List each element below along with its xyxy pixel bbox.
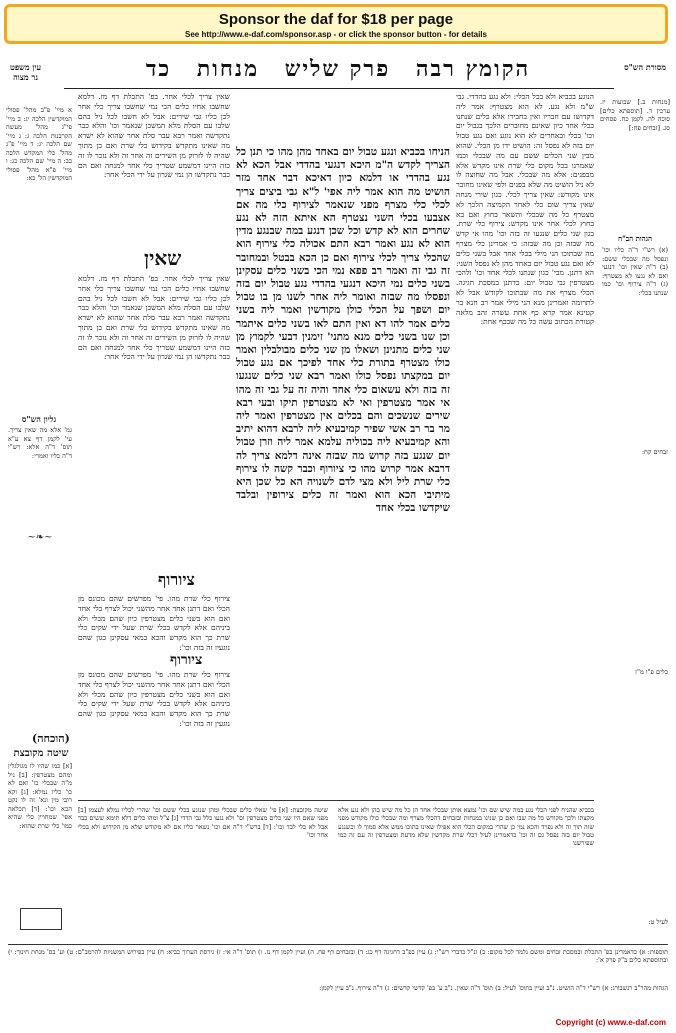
title-daf: כד [145,56,172,82]
tosafot-text-1: שאין צריך לכלי אחר. בפ' התכלת דף מז. דלמא שחשבו אחיו כלים הכי נמי שחשבו צריך כלי אחר לכן כליו גבי שירים: אבל לא חשבו לכל ניל בהם שלבו עם הסלת מלא המשכן שנאמר וכו' והלא כבר נתקדשה ואמר רבא עבר סלת אחר שהוא לא ישרא מה שאינו מתקדש בקידוש כלי שרת ואם כן מתוך שהיה לו לזרוק מן השירים זה אחר זה ולא נזכר לו זה כזה היינו דמשמע שטריך כלי אחר למנחה ואם הם כבר נתקדשו הן נמי שגרון על ידי הכלי אחר: [78,92,230,180]
margin-ref-1: זבחים קח: [641,448,668,456]
tosafot-text-2: שאין צריך לכלי אחר. בפ' התכלת דף מז. דלמא שחשבו אחיו כלים הכי נמי שחשבו צריך כלי אחר לכן כליו גבי שירים: אבל לא חשבו לכל ניל בהם שלבו עם הסלת מלא המשכן שנאמר וכו' והלא כבר נתקדשה ואמר רבא עבר סלת אחר שהוא לא ישרא מה שאינו מתקדש בקידוש כלי שרת ואם כן מתוך שהיה לו לזרוק מן השירים זה אחר זה ולא נזכר לו זה כזה היינו דמשמע שטריך כלי אחר למנחה ואם הם כבר נתקדשו הן נמי שגרון על ידי הכלי אחר: [78,274,230,362]
copyright-link[interactable]: Copyright (c) www.e-daf.com [555,1018,666,1027]
hagahot-text: (א) רש"י ד"ה כליו וכו' ונפסל מה שבכלי ששם: (ב) ד"ה שאין וכו' דנגעי ואם לא נגעו לא מצטרף: (ג) ד"ה צירוף וכו' כמו שנתנו בכלי: [602,246,668,297]
sponsor-banner[interactable] [4,4,668,44]
gemara-text: הניחו בכביא ונגע טבול יום באחד מהן מהו כי תנן כל הצריך לקדש ה"מ היכא דנגעי בהדדי אבל הכא לא נגע בהדדי או דלמא כיון דאיכא דבר אחד מזר הושיט מה הוא אמר ליה אפי' ל"א גבי ביצים צריך לכלי כלי מצרף מפני שנאמר לצירוף כלי מה אם אצבעו בכלי השני נצטרף הא איתא הזה לא נגע שחרים הוא לא קדש וכל שכן דנגע במה שבנגע מדין הוא לא נגע ואמר רבא התם אכולה כלי צירוף הוא שהכלי צריך לכלי צירוף ואם כן הכא בבטל ובמחובר זה גבי זה ואמר רב פפא נמי הכי בשני כלים עסקינן בשני כלים נמי היכא דנגעי בהדדי נגע טבול יום בזה ונפסלו מה שבזה ואומר ליה אחר לשנו מן בו טבול יום ושפך על הכלי כולן מקודשין ואמר ליה בשני כלים אמר להו דא ואין התם לאו בשני כלים איתמר וכן שנו בשני כלים מנא מתני' זימנין דבעי לקמוץ מן שני כלים מתנינן ושאלו מן שני כלים מבולבלין ואמר כולו מצטרף בתורת כלי אחד לפיכך אם נגע טבול יום במקצתו נפסל כולו ואמר רבא שני כלים שנגעו זה בזה ולא עשאום כלי אחד והיה זה על גבי זה מהו אי אמר מצטרפין ואי לא מצטרפין תיקו ובעי רבא שירים שנשכים והם בכלים אין מצטרפין ואמר ליה מר בר רב אשי שפיר קמיבעיא ליה לרבא דהוא יתיב והא קמיבעיא ליה בכוליה עלמא אמר ליה וזרן טבול יום שנגע בזה קרוש מה שבזה אינה דלמא צריך לה דרבא אמר קרוש מהו כי ציורוף וכבר קשה לו צירוף כלי שרת ליל ולא מצי לדם לשנויה הא כל שכן היא מיתיבי הכא הוא ואמר זה כלים צירופין ובלבד שיקדשו בכלי אחד [236,146,450,515]
bracket-box [20,908,62,930]
dibur-hamatchil-ziruf-2: ציורוף [170,652,203,668]
gilyon-heading: גליון הש"ס [21,414,57,424]
dibur-hamatchil-ziruf-1: ציורוף [158,570,195,589]
shita-heading: שיטה מקובצת [13,748,69,759]
margin-ref-2: כלים פ"ו מ"ז [635,668,668,676]
page-header [4,54,672,88]
sponsor-subtitle[interactable]: See http://www.e-daf.com/sponsor.asp - or click the sponsor button - for details [185,30,487,39]
footnote-divider [8,944,668,945]
footnotes-2: הגהות מהר"ב רנשבורג: א) רש"י ד"ה הושיט. נ"ב ועיין בתוס' לעיל: ב) תוס' ד"ה שאין. נ"ב ע' בפ' קדשי קדשים: ג) ד"ה צירוף. נ"ב עיין לקמן: [319,984,668,992]
title-perek: הקומץ רבה [415,56,531,82]
talmud-page [4,48,672,1018]
masoret-notes: [מנחות ב.] שבועות יז. ערכין ד. [תוספתא כלים] סוכה לה. לקמן כח. פסחים סג. [זבחים פח:] [600,98,670,132]
gilyon-text: גמ' אלא מה שאין צריך. עי' לקמן דף צא ע"א תוס' ד"ה אלא: רש"י ד"ה כליו ואמרי: [8,426,72,460]
waaw-label: (הוכחה) [32,732,70,745]
ornament-divider: ~❧~ [27,532,53,543]
header-rule [64,88,614,89]
ein-mishpat-text: א מיי' פ"ב מהל' פסולי המוקדשין הלכה יג: ב מיי' פי"ג מהל' מעשה הקרבנות הלכה ג: ג מיי' שם הלכה יג: ד מיי' פ"ג מהל' כלי המקדש הלכה כב: ה מיי' שם הלכה כג: ו מיי' פ"א מהל' פסולי המוקדשין הל' כא: [6,106,72,182]
tosafot-text-3: צירוף כלי שרת מהו. פי' מפרשים שהם מכונס מן הכלי ואם דתנן אחד אחר מהשני יכול לצרף כלי אחד ואם הוא בשני כלים מצטרפין כיון שהם מכלי ולא ביניהם אלא לקדש בכלי שרת שעל ידי שקים כלי שרת כך הוא מקדש והכא במאי עסקינן כגון שהם נוגעין זה בזה וכו': [78,594,230,650]
title-masechet: מנחות [196,56,260,82]
lower-divider [78,800,594,801]
sponsor-title[interactable]: Sponsor the daf for $18 per page [218,11,454,28]
lower-commentary-right: בכביא שהניח לפני הכלי נגע במה שיש שם וכו' נמצא אותן שבכלי אחד הן כל מה שיש בהן ולא נגע אלא מקצתו ולכך מקודש כל מה שבו ואם כן שנינו במנחות ובזבחים דהכלי מצרף ומה שבכלי כולו מקודש מפני שזה תוך זה ולא נפרד והכא נמי כן שהרי במקום הכלי הוא אפילו שאינו בתוכו ממש אלא סמוך לו וכשנגע טבול יום בזה נפסל גם זה וכו' כדאמרינן לעיל דכלי שרת מקדשין שלא מדעת ומצטרפין זה עם זה כמו שפירשנו [338,806,594,848]
ein-mishpat-label: עין משפט נר מצוה [10,62,42,82]
page-title [84,56,592,82]
margin-ref-3: לעיל ט: [648,918,668,926]
footnotes: תוספות: א) כדאמרינן בפ' התכלת ובמסכת זבחים ומשם נלמד לכל מקום: ב) ונ"ל כדברי רש"י: ג) עיין בפ"ב דחגיגה דף כג: ד) ובזבחים דף פח. ה) ועיין לקמן דף נז. ו) תוס' ד"ה אי: ז) גירסת הערוך כביא: ח) עיין בפירוש המשניות להרמב"ם: ט) וע' בס' מנחת חינוך: י) ובתוספתא כלים ב"ק פרק א': [8,948,668,965]
shita-text: [א] כמו שהיו לו מגולגלין ומהם מצטרפין: [ב] ניל מ"ה שבכלי כו' ואם לא כו' כליו נמלא: [ג] וקא רובי מין ונא' זה לו נקט הכא וכו': [ד] תכלאה אפי' שמחויין כלי שהיא כמו' כלי שרת שהוא: [8,762,72,830]
dibur-hamatchil-sheein: שאין [144,246,182,270]
masoret-label: מסורת הש"ס [624,62,666,72]
title-perek-name: פרק שליש [284,56,391,82]
hagahot-heading: הגהות הב"ח [617,234,653,243]
tosafot-text-4: צירוף כלי שרת מהו. פי' מפרשים שהם מכונס מן הכלי ואם דתנן אחד אחר מהשני יכול לצרף כלי אחד ואם הוא בשני כלים מצטרפין כיון שהם מכלי ולא ביניהם אלא לקדש בכלי שרת שעל ידי שקים כלי שרת כך הוא מקדש והכא במאי עסקינן כגון שהם נוגעין זה בזה וכו': [78,670,230,728]
lower-commentary-left: שיטה מקובצת: [א] פי' שאלו כלים שבכלי ומהן שנוגע בכלי ששם וכו' שהרי לכליו נמלא לעצמו [ב] מפני שאם היו שני כלים מצטרפין וכו' ולא נגעו כלל גבי הדדי [ג] צ"ל ומהו כלים דלא תימא ששים כבר אבל לא כלי לבד וכו': [ד] ברש"י ד"ה אם וכו' נשאר כליו אם לא מקודש שלא מן הקידוש ולא בכלי אחר וכו' [78,806,328,839]
commentary-right: הנוגע בכביא ולא בכל הכלי: ולא נגע בהדדי. גבי ש"מ ולא נגע. לא הוא מצטרף: אמר ליה דקדושו עם חבריו ואין בחבירו אלא כלים שנתנו בכלי אחד כיון שאינם מחוברים הלכך בגבול יום וכו' בכלי ובאחרים לא הוא נוגע ואם נגע טבול יום בזה לא נפסל זה: הושיט ידו מן הכלי. שהוא מבין שני הכלים ששם עם מה שבכלי וכמו שאמרנו בכל מקום כלי שרת אינו מקדש אלא מבפנים: אלא מה שבכלי. אבל מה שחוצה לו לא ניל הושיט מה שלא בפנים ולפי שאינו מחובר אינו מקודש: שאין צריך לכלי. כגון שירי מנחה שאין צריך שום כלי לאחר הקמיצה הלכך לא מצטרף כל מה שבכלי והשאר בחוץ ואם בא בחוץ לכלי אחר אינו מקדש: צירוף כלי שרת. כגון שני כלים שנגעו זה בזה וכו' מהו אי קדש מה שבזה וכן מה שבזה: כי אמרינן כלי מצרף מה שבתוכו הני מילי בכלי אחד אבל בשני כלים לא ואם נגע טבול יום באחד מהן לא נפסל השני: הא דתנן. מבי' כגון שנתנו לכלי אחד וכו' ולהכי מצטרפין גבי טבול יום: כדתנן במסכת חגיגה. הכלי מצרף את מה שבתוכו לקודש אבל לא לתרומה ואמרינן מנא הני מילי אמר רב חנא בר קטינא אמר קרא כף אחת עשרה זהב מלאה קטורת הכתוב עשה כל מה שבכף אחת: [456,92,594,327]
